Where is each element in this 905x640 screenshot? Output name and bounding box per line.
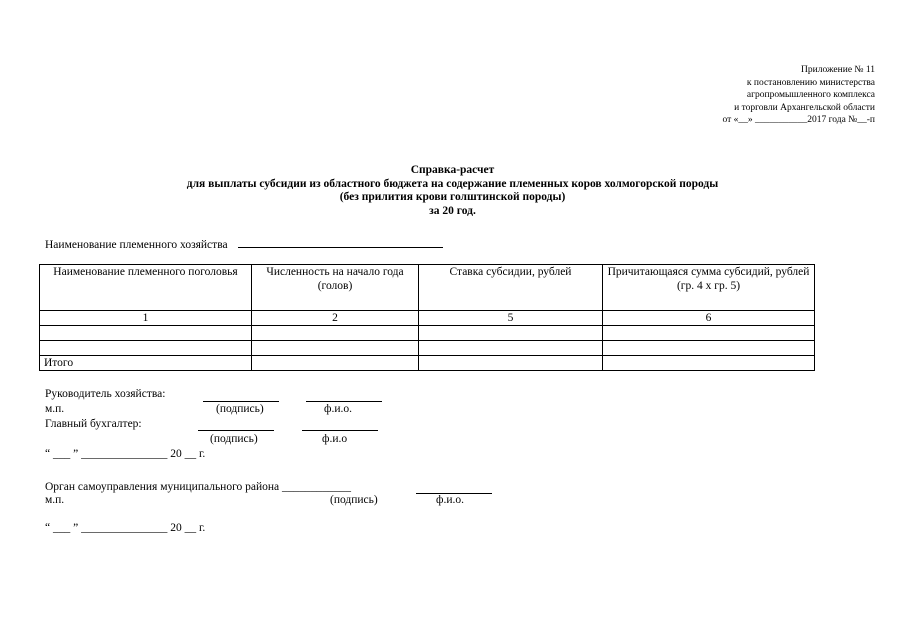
name-caption: ф.и.о. bbox=[436, 494, 464, 506]
annex-ref: к постановлению министерства bbox=[746, 77, 875, 88]
date-line: “ ___ ” _______________ 20 __ г. bbox=[45, 448, 206, 460]
col-number: 5 bbox=[419, 311, 603, 326]
table-row bbox=[40, 326, 815, 341]
municipal-name-field[interactable] bbox=[416, 482, 492, 494]
accountant-signature-field[interactable] bbox=[198, 419, 274, 431]
annex-region: и торговли Архангельской области bbox=[734, 102, 875, 113]
table-header-row bbox=[40, 265, 815, 311]
header-rate: Ставка субсидии, рублей bbox=[419, 265, 603, 311]
head-label: Руководитель хозяйства: bbox=[45, 388, 166, 400]
stamp-label: м.п. bbox=[45, 403, 65, 415]
name-caption: ф.и.о bbox=[322, 433, 348, 445]
table-total-row bbox=[40, 356, 815, 371]
stamp-label: м.п. bbox=[45, 494, 65, 506]
table-cell[interactable] bbox=[252, 326, 419, 341]
col-number: 1 bbox=[40, 311, 252, 326]
annex-date: от «__» ___________2017 года №__-п bbox=[722, 115, 875, 126]
farm-name-row bbox=[45, 236, 443, 251]
header-livestock: Наименование племенного поголовья bbox=[40, 265, 252, 311]
signature-caption: (подпись) bbox=[216, 403, 264, 415]
header-amount: Причитающаяся сумма субсидий, рублей (гр. 4 х гр. 5) bbox=[603, 265, 815, 311]
col-number: 2 bbox=[252, 311, 419, 326]
table-cell[interactable] bbox=[419, 326, 603, 341]
annex-ministry: агропромышленного комплекса bbox=[746, 90, 875, 101]
title-purpose: для выплаты субсидии из областного бюджета на содержание племенных коров холмогорской породы bbox=[186, 177, 719, 190]
signature-caption: (подпись) bbox=[210, 433, 258, 445]
accountant-label: Главный бухгалтер: bbox=[45, 418, 142, 430]
table-number-row bbox=[40, 311, 815, 326]
table-cell[interactable] bbox=[252, 356, 419, 371]
table-cell[interactable] bbox=[603, 341, 815, 356]
total-label: Итого bbox=[40, 356, 252, 371]
head-signature-field[interactable] bbox=[203, 390, 279, 402]
head-name-field[interactable] bbox=[306, 390, 382, 402]
table-cell[interactable] bbox=[40, 326, 252, 341]
title-main: Справка-расчет bbox=[410, 164, 495, 176]
table-cell[interactable] bbox=[419, 356, 603, 371]
municipal-label: Орган самоуправления муниципального района ____________ bbox=[45, 481, 352, 493]
table-cell[interactable] bbox=[40, 341, 252, 356]
table-cell[interactable] bbox=[419, 341, 603, 356]
table-cell[interactable] bbox=[603, 356, 815, 371]
title-breed-note: (без прилития крови голштинской породы) bbox=[339, 191, 566, 203]
table-cell[interactable] bbox=[252, 341, 419, 356]
annex-number: Приложение № 11 bbox=[801, 65, 875, 75]
farm-name-label: Наименование племенного хозяйства bbox=[45, 239, 228, 251]
table-cell[interactable] bbox=[603, 326, 815, 341]
table-row bbox=[40, 341, 815, 356]
signature-caption: (подпись) bbox=[330, 494, 378, 506]
col-number: 6 bbox=[603, 311, 815, 326]
subsidy-table bbox=[39, 264, 815, 371]
farm-name-field[interactable] bbox=[238, 236, 443, 248]
annex-block bbox=[722, 64, 875, 127]
title-year: за 20 год. bbox=[429, 204, 476, 217]
name-caption: ф.и.о. bbox=[324, 403, 352, 415]
date-line: “ ___ ” _______________ 20 __ г. bbox=[45, 522, 206, 534]
document-title bbox=[0, 164, 905, 218]
header-count: Численность на начало года (голов) bbox=[252, 265, 419, 311]
accountant-name-field[interactable] bbox=[302, 419, 378, 431]
